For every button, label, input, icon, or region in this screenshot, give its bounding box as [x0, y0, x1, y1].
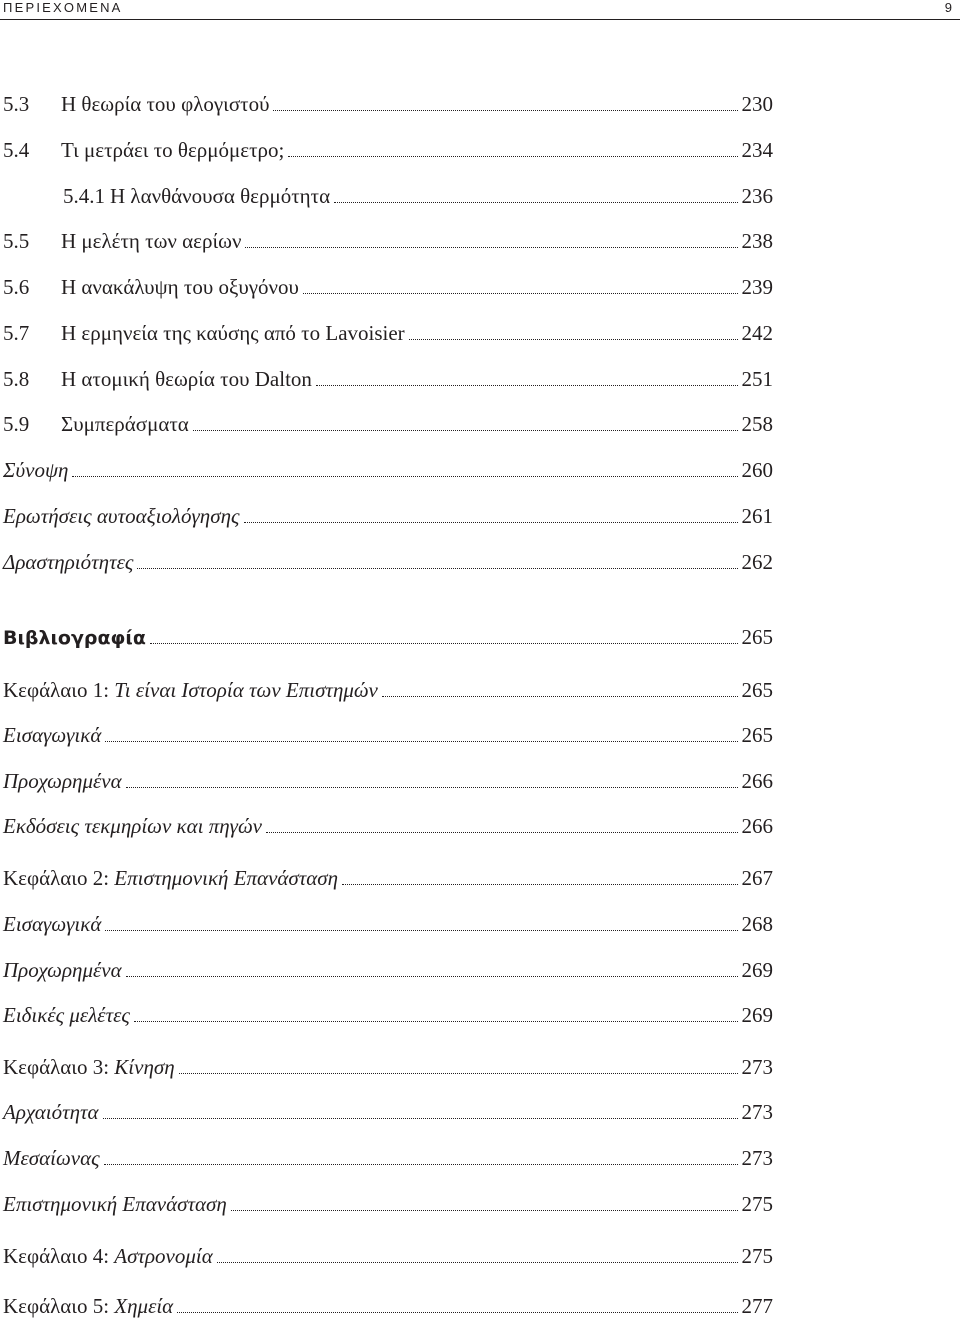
toc-entry-chapter[interactable]	[3, 1241, 773, 1271]
page-number: 275	[741, 1244, 773, 1268]
dot-leader	[334, 201, 737, 203]
chapter-prefix: Κεφάλαιο 1:	[3, 678, 115, 702]
dot-leader	[245, 246, 737, 248]
toc-entry-chapter[interactable]	[3, 1291, 773, 1321]
entry-title: Η ανακάλυψη του οξυγόνου	[61, 275, 299, 299]
page-number: 268	[741, 912, 773, 936]
page-number: 266	[741, 814, 773, 838]
page-number: 260	[741, 458, 773, 482]
dot-leader	[177, 1311, 737, 1313]
header-page-number: 9	[944, 0, 952, 15]
dot-leader	[103, 1117, 738, 1119]
header-title: ΠΕΡΙΕΧΟΜΕΝΑ	[3, 0, 123, 15]
entry-title: Τι μετράει το θερμόμετρο;	[61, 138, 285, 162]
chapter-title: Τι είναι Ιστορία των Επιστημών	[114, 678, 378, 702]
dot-leader	[342, 883, 737, 885]
chapter-prefix: Κεφάλαιο 4:	[3, 1244, 115, 1268]
section-number: 5.4.1	[63, 184, 105, 208]
entry-title: Η μελέτη των αερίων	[61, 229, 242, 253]
dot-leader	[137, 567, 737, 569]
toc-entry[interactable]	[3, 1097, 773, 1127]
entry-title: Μεσαίωνας	[3, 1146, 100, 1170]
chapter-title: Αστρονομία	[114, 1244, 213, 1268]
section-number: 5.4	[3, 138, 30, 162]
section-number: 5.7	[3, 321, 30, 345]
page-number: 230	[741, 92, 773, 116]
page-number: 269	[741, 958, 773, 982]
section-number: 5.3	[3, 92, 30, 116]
chapter-prefix: Κεφάλαιο 2:	[3, 866, 115, 890]
page-number: 265	[741, 625, 773, 649]
toc-entry-chapter[interactable]	[3, 1052, 773, 1082]
header-rule	[0, 19, 960, 20]
dot-leader	[303, 292, 738, 294]
dot-leader	[105, 929, 737, 931]
toc-entry[interactable]	[3, 720, 773, 750]
dot-leader	[126, 975, 738, 977]
entry-title: Συμπεράσματα	[61, 412, 189, 436]
page-number: 273	[741, 1146, 773, 1170]
dot-leader	[244, 521, 738, 523]
page-number: 273	[741, 1100, 773, 1124]
toc-entry[interactable]	[3, 766, 773, 796]
dot-leader	[104, 1163, 738, 1165]
section-number: 5.9	[3, 412, 30, 436]
entry-title: Δραστηριότητες	[3, 550, 134, 574]
page-number: 238	[741, 229, 773, 253]
chapter-title: Κίνηση	[114, 1055, 175, 1079]
dot-leader	[126, 786, 738, 788]
toc-entry[interactable]	[3, 89, 773, 119]
page-number: 266	[741, 769, 773, 793]
chapter-title: Επιστημονική Επανάσταση	[114, 866, 339, 890]
dot-leader	[193, 429, 738, 431]
entry-title: Σύνοψη	[3, 458, 69, 482]
dot-leader	[134, 1020, 738, 1022]
entry-title: Προχωρημένα	[3, 958, 122, 982]
entry-title	[3, 1241, 213, 1271]
dot-leader	[150, 642, 738, 644]
entry-title: Η ατομική θεωρία του Dalton	[61, 367, 312, 391]
page-number: 236	[741, 184, 773, 208]
toc-entry-chapter[interactable]	[3, 675, 773, 705]
chapter-prefix: Κεφάλαιο 3:	[3, 1055, 115, 1079]
toc-entry-bibliography[interactable]	[3, 622, 773, 652]
toc-entry[interactable]	[3, 955, 773, 985]
page-number: 258	[741, 412, 773, 436]
toc-entry[interactable]	[3, 547, 773, 577]
page-number: 242	[741, 321, 773, 345]
page-number: 269	[741, 1003, 773, 1027]
page-number: 265	[741, 678, 773, 702]
entry-title: Η ερμηνεία της καύσης από το Lavoisier	[61, 321, 405, 345]
section-number: 5.8	[3, 367, 30, 391]
toc-entry[interactable]	[3, 272, 773, 302]
page-number: 234	[741, 138, 773, 162]
toc-entry[interactable]	[3, 226, 773, 256]
toc-entry[interactable]	[3, 135, 773, 165]
section-number: 5.6	[3, 275, 30, 299]
dot-leader	[409, 338, 738, 340]
toc-entry[interactable]	[3, 455, 773, 485]
entry-title: Επιστημονική Επανάσταση	[3, 1192, 227, 1216]
page-number: 251	[741, 367, 773, 391]
dot-leader	[316, 384, 738, 386]
dot-leader	[105, 740, 737, 742]
toc-entry[interactable]	[3, 909, 773, 939]
toc-entry[interactable]	[3, 811, 773, 841]
dot-leader	[382, 695, 738, 697]
page-number: 239	[741, 275, 773, 299]
entry-title: Η λανθάνουσα θερμότητα	[110, 184, 331, 208]
page-number: 277	[741, 1294, 773, 1318]
entry-title	[3, 1052, 175, 1082]
section-number: 5.5	[3, 229, 30, 253]
dot-leader	[217, 1261, 738, 1263]
chapter-title: Χημεία	[114, 1294, 174, 1318]
page-number: 275	[741, 1192, 773, 1216]
toc-entry-chapter[interactable]	[3, 863, 773, 893]
entry-title: Ερωτήσεις αυτοαξιολόγησης	[3, 504, 240, 528]
entry-title: Ειδικές μελέτες	[3, 1003, 130, 1027]
toc-entry[interactable]	[3, 364, 773, 394]
page-header	[0, 0, 960, 20]
entry-title: Βιβλιογραφία	[3, 627, 146, 649]
entry-title: Η θεωρία του φλογιστού	[61, 92, 270, 116]
entry-title: Εκδόσεις τεκμηρίων και πηγών	[3, 814, 262, 838]
page-number: 261	[741, 504, 773, 528]
toc-entry[interactable]	[3, 318, 773, 348]
dot-leader	[231, 1209, 738, 1211]
toc-entry[interactable]	[3, 181, 773, 211]
entry-title: Εισαγωγικά	[3, 723, 102, 747]
entry-title	[3, 1291, 173, 1321]
entry-title: Αρχαιότητα	[3, 1100, 99, 1124]
page-number: 273	[741, 1055, 773, 1079]
entry-title: Εισαγωγικά	[3, 912, 102, 936]
entry-title	[3, 863, 338, 893]
dot-leader	[266, 831, 738, 833]
entry-title: Προχωρημένα	[3, 769, 122, 793]
page-number: 262	[741, 550, 773, 574]
dot-leader	[179, 1072, 738, 1074]
dot-leader	[273, 109, 737, 111]
chapter-prefix: Κεφάλαιο 5:	[3, 1294, 115, 1318]
toc-entry[interactable]	[3, 1000, 773, 1030]
toc-entry[interactable]	[3, 1189, 773, 1219]
page-number: 265	[741, 723, 773, 747]
dot-leader	[72, 475, 737, 477]
dot-leader	[288, 155, 737, 157]
page-number: 267	[741, 866, 773, 890]
entry-title	[3, 675, 378, 705]
toc-entry[interactable]	[3, 501, 773, 531]
toc-entry[interactable]	[3, 409, 773, 439]
toc-entry[interactable]	[3, 1143, 773, 1173]
